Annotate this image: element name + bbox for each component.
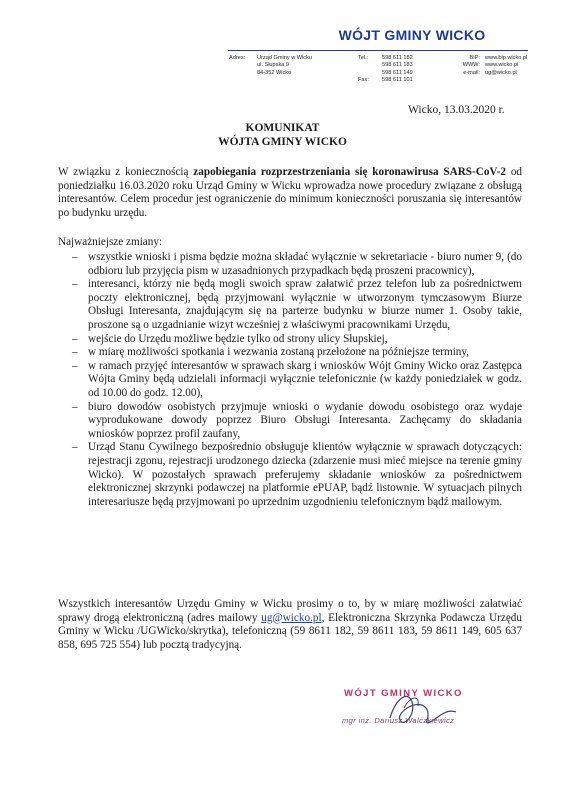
bullet-dash: – <box>72 332 78 345</box>
bullet-dash: – <box>72 400 78 413</box>
email-link[interactable]: ug@wicko.pl <box>261 611 322 624</box>
list-item-text: w ramach przyjęć interesantów w sprawach skarg i wniosków Wójt Gminy Wicko oraz Zastępca Wójta Gminy będą udzielali informacji wyłącznie telefonicznie (w każdy poniedziałek w godz. od 10.00 do godz. 12.00), <box>88 359 522 399</box>
address-label: Adres: <box>229 55 246 61</box>
list-item <box>58 360 522 401</box>
signature-icon <box>360 678 470 738</box>
bullet-dash: – <box>72 441 78 454</box>
tel-value: 598 611 183 <box>382 62 413 69</box>
list-item-text: biuro dowodów osobistych przyjmuje wnioski o wydanie dowodu osobistego oraz wydaje wyprodukowane dowody poprzez Biuro Obsługi Interesanta. Zachęcamy do składania wniosków poprzez profil zaufany, <box>88 400 522 440</box>
intro-text-cont: od poniedziałku 16.03.2020 roku Urząd Gminy w Wicku wprowadza nowe procedury związane z obsługą interesantów. Celem procedur jest ograniczenie do minimum konieczności poruszania się interesantów po budynku urzędu. <box>58 166 523 219</box>
bullet-dash: – <box>72 278 78 291</box>
document-date: Wicko, 13.03.2020 r. <box>408 104 505 116</box>
list-item <box>58 333 522 347</box>
list-item <box>58 251 522 278</box>
tel-label: Tel.: <box>358 55 369 61</box>
list-item-text: interesanci, którzy nie będą mogli swoich spraw załatwić przez telefon lub za pośrednictwem poczty elektronicznej, będą przyjmowani wyłącznie w utworzonym tymczasowym Biurze Obsługi Interesanta, znajdującym się na parterze budynku w biurze numer 1. Osoby takie, proszone są o uzgadnianie wizyt wcześniej z właściwymi pracownikami Urzędu, <box>88 278 522 331</box>
tel-value: 598 611 182 <box>382 55 413 61</box>
intro-text: W związku z koniecznością <box>58 166 194 178</box>
list-item-text: wejście do Urzędu możliwe będzie tylko od strony ulicy Słupskiej, <box>88 332 388 345</box>
list-item-text: w miarę możliwości spotkania i wezwania zostaną przełożone na późniejsze terminy, <box>88 346 470 359</box>
letterhead-web-labels <box>442 55 480 77</box>
bip-link[interactable]: www.bip.wicko.pl <box>485 55 528 61</box>
stamp-signatory: mgr inż. Dariusz Walczkiewicz <box>342 716 455 725</box>
heading-line-1: KOMUNIKAT <box>245 122 320 134</box>
closing-text-cont: , Elektroniczna Skrzynka Podawcza Urzędu Gminy w Wicku /UGWicko/skrytka), telefoniczną (59 8611 182, 59 8611 183, 59 8611 149, 605 637 858, 695 725 554) lub pocztą tradycyjną. <box>58 611 522 651</box>
changes-label: Najważniejsze zmiany: <box>58 236 163 248</box>
closing-paragraph <box>58 598 522 652</box>
bip-label: BIP: <box>469 55 480 61</box>
letterhead-address-label <box>229 55 245 62</box>
letterhead-title: WÓJT GMINY WICKO <box>338 27 486 43</box>
address-line: Urząd Gminy w Wicku <box>257 55 313 61</box>
list-item <box>58 441 522 509</box>
intro-bold-text: zapobiegania rozprzestrzeniania się koronawirusa SARS-CoV-2 <box>193 166 506 178</box>
heading-line-2: WÓJTA GMINY WICKO <box>218 136 347 148</box>
fax-label: Fax: <box>358 76 369 83</box>
list-item-text: wszystkie wnioski i pisma będzie można składać wyłącznie w sekretariacie - biuro numer 9, (do odbioru lub przyjęcia pism w uzasadnionych przypadkach będą proszeni pracownicy), <box>88 251 522 277</box>
official-stamp: WÓJT GMINY WICKO <box>344 688 463 699</box>
list-item <box>58 346 522 360</box>
letterhead-phone-labels <box>358 55 369 84</box>
letterhead-divider <box>228 50 528 51</box>
list-item-text: Urząd Stanu Cywilnego bezpośrednio obsługuje klientów wyłącznie w sprawach dotyczących: rejestracji zgonu, rejestracji urodzonego dziecka (zdarzenie musi mieć miejsce na terenie gminy Wicko). W pozostałych sprawach preferujemy składanie wniosków za pośrednictwem elektronicznej skrzynki podawczej na platformie ePUAP, bądź listownie. W sytuacjach pilnych interesariusze będą przyjmowani po uprzednim uzgodnieniu telefonicznym bądź mailowym. <box>88 441 522 508</box>
letterhead-web <box>485 55 527 77</box>
list-item <box>58 278 522 332</box>
intro-paragraph <box>58 166 522 220</box>
www-link[interactable]: www.wicko.pl <box>485 62 519 69</box>
email-link[interactable]: ug@wicko.pl <box>485 69 517 76</box>
changes-list <box>58 251 522 509</box>
closing-text: Wszystkich interesantów Urzędu Gminy w Wicku prosimy o to, by w miarę możliwości załatwiać sprawy drogą elektroniczną (adres mailowy <box>58 598 522 624</box>
email-label: e-mail: <box>463 69 480 76</box>
bullet-dash: – <box>72 346 78 359</box>
list-item <box>58 401 522 442</box>
letterhead-address <box>257 55 312 77</box>
bullet-dash: – <box>72 359 78 372</box>
tel-value: 598 611 149 <box>382 69 413 76</box>
fax-value: 598 611 101 <box>382 76 413 83</box>
bullet-dash: – <box>72 251 78 263</box>
www-label: WWW: <box>462 62 480 69</box>
letterhead-phones <box>382 55 413 84</box>
address-line: 84-352 Wicko <box>257 69 292 76</box>
address-line: ul. Słupska 9 <box>257 62 290 69</box>
